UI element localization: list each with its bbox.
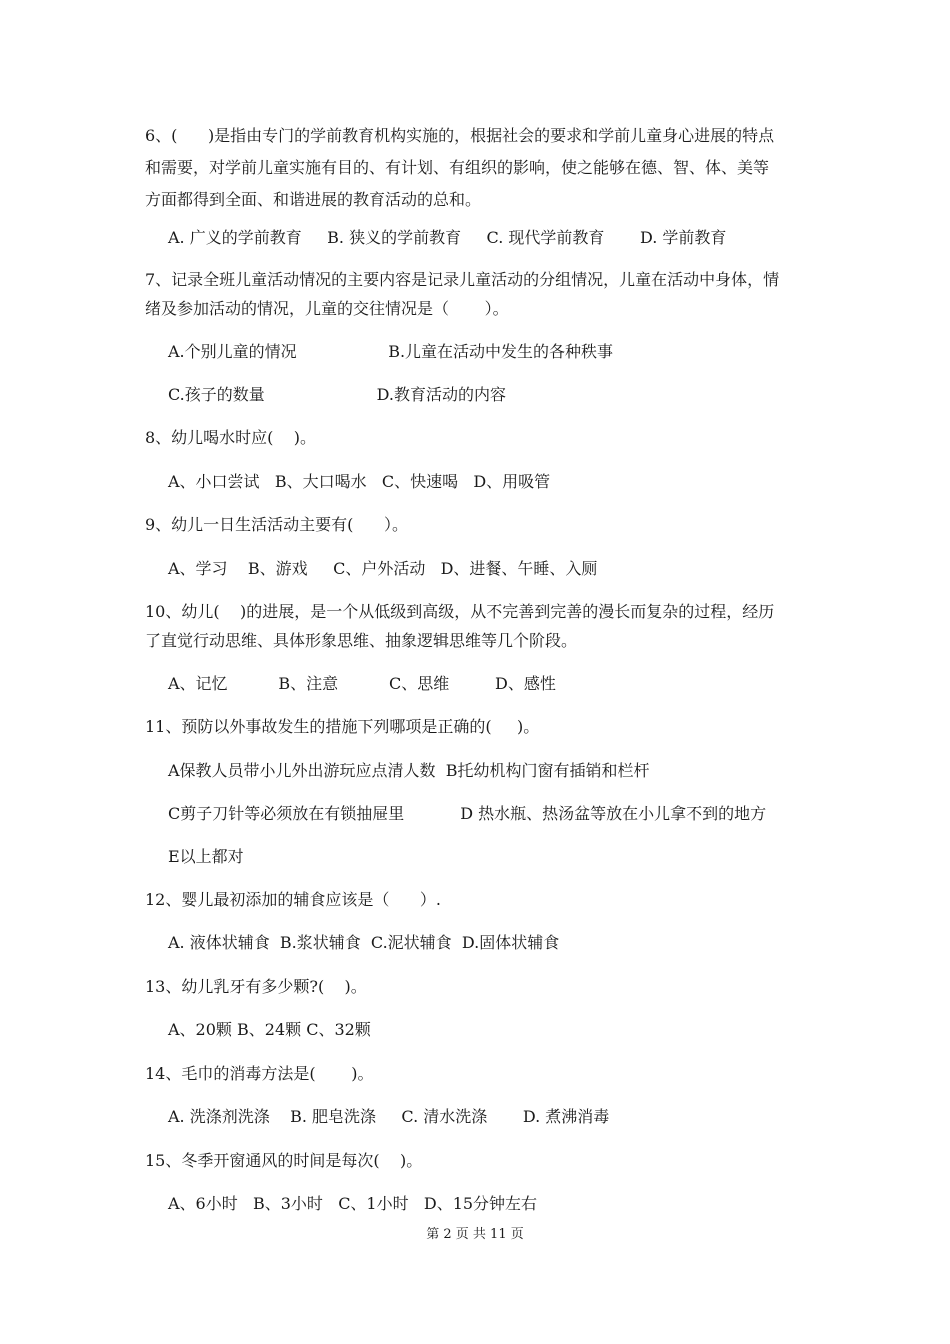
- question-11-options-line-3: E以上都对: [168, 847, 244, 866]
- question-6-stem-line-3: 方面都得到全面、和谐进展的教育活动的总和。: [145, 190, 482, 209]
- question-15-stem: 15、冬季开窗通风的时间是每次( )。: [145, 1151, 423, 1170]
- question-6-stem-line-1: 6、( )是指由专门的学前教育机构实施的，根据社会的要求和学前儿童身心进展的特点: [145, 126, 775, 145]
- question-8-options: A、小口尝试 B、大口喝水 C、快速喝 D、用吸管: [168, 472, 551, 491]
- question-7-stem-line-2: 绪及参加活动的情况，儿童的交往情况是（ ）。: [145, 299, 509, 318]
- question-11-stem: 11、预防以外事故发生的措施下列哪项是正确的( )。: [145, 717, 540, 736]
- question-10-stem-line-2: 了直觉行动思维、具体形象思维、抽象逻辑思维等几个阶段。: [145, 631, 578, 650]
- question-12-options: A. 液体状辅食 B.浆状辅食 C.泥状辅食 D.固体状辅食: [168, 933, 560, 952]
- question-10-stem-line-1: 10、幼儿( )的进展，是一个从低级到高级，从不完善到完善的漫长而复杂的过程，经历: [145, 602, 775, 621]
- question-6-stem-line-2: 和需要，对学前儿童实施有目的、有计划、有组织的影响，使之能够在德、智、体、美等: [145, 158, 770, 177]
- question-6-options: A. 广义的学前教育 B. 狭义的学前教育 C. 现代学前教育 D. 学前教育: [168, 228, 727, 247]
- question-11-options-line-1: A保教人员带小儿外出游玩应点清人数 B托幼机构门窗有插销和栏杆: [168, 761, 650, 780]
- question-8-stem: 8、幼儿喝水时应( )。: [145, 428, 317, 447]
- question-11-options-line-2: C剪子刀针等必须放在有锁抽屉里 D 热水瓶、热汤盆等放在小儿拿不到的地方: [168, 804, 767, 823]
- question-9-options: A、学习 B、游戏 C、户外活动 D、进餐、午睡、入厕: [168, 559, 598, 578]
- question-14-stem: 14、毛巾的消毒方法是( )。: [145, 1064, 374, 1083]
- question-7-options-line-2: C.孩子的数量 D.教育活动的内容: [168, 385, 506, 404]
- question-13-stem: 13、幼儿乳牙有多少颗?( )。: [145, 977, 367, 996]
- question-7-options-line-1: A.个别儿童的情况 B.儿童在活动中发生的各种秩事: [168, 342, 614, 361]
- question-15-options: A、6小时 B、3小时 C、1小时 D、15分钟左右: [168, 1194, 538, 1213]
- question-12-stem: 12、婴儿最初添加的辅食应该是（ ）.: [145, 890, 441, 909]
- question-13-options: A、20颗 B、24颗 C、32颗: [168, 1020, 371, 1039]
- question-14-options: A. 洗涤剂洗涤 B. 肥皂洗涤 C. 清水洗涤 D. 煮沸消毒: [168, 1107, 610, 1126]
- question-7-stem-line-1: 7、记录全班儿童活动情况的主要内容是记录儿童活动的分组情况，儿童在活动中身体，情: [145, 270, 780, 289]
- question-10-options: A、记忆 B、注意 C、思维 D、感性: [168, 674, 556, 693]
- page-number-footer: 第 2 页 共 11 页: [426, 1227, 524, 1242]
- question-9-stem: 9、幼儿一日生活活动主要有( ）。: [145, 515, 408, 534]
